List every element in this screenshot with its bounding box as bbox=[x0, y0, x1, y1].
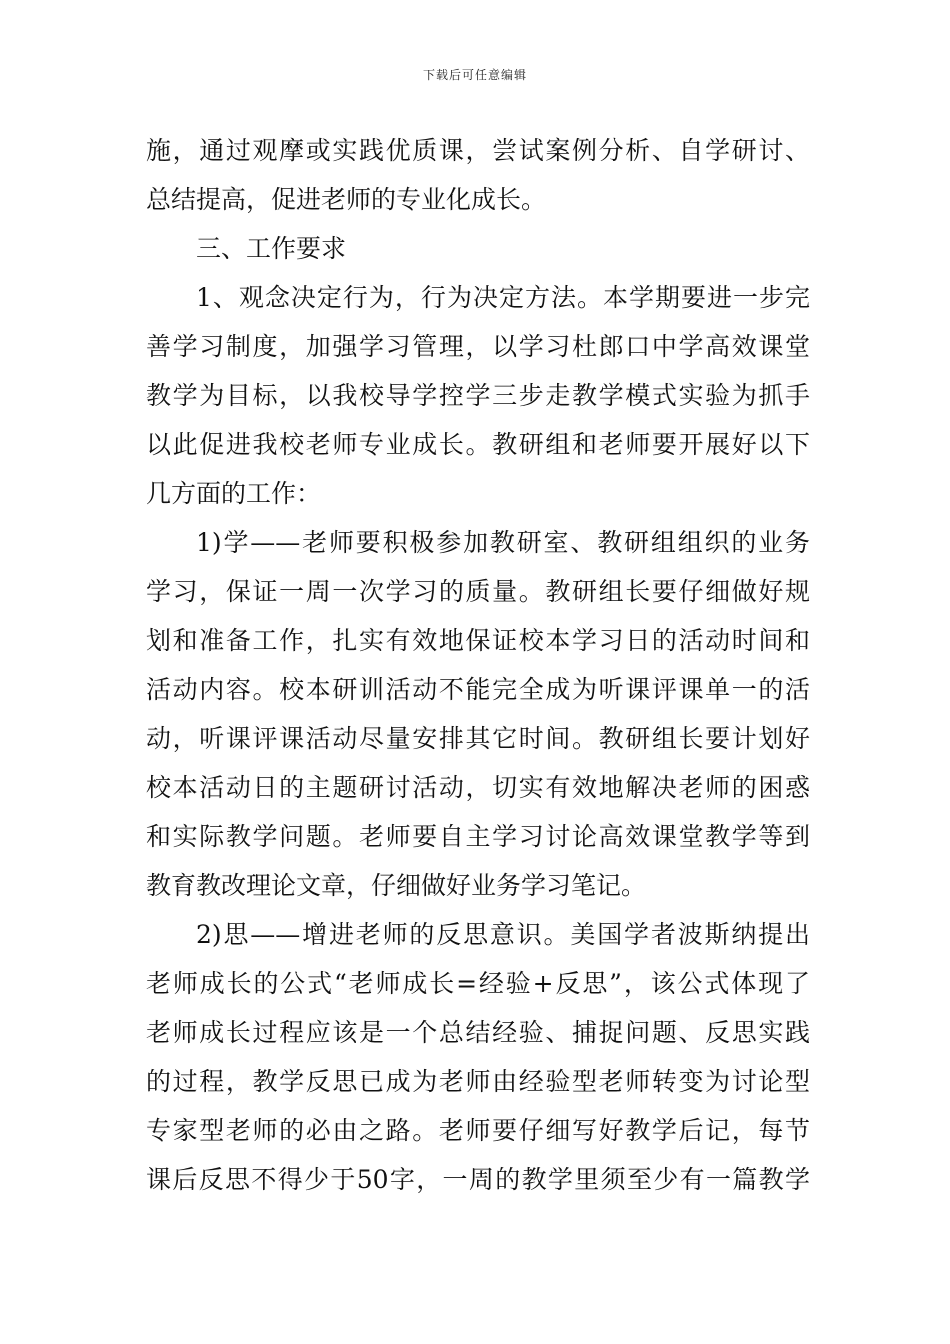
text-line: 校本活动日的主题研讨活动，切实有效地解决老师的困惑 bbox=[146, 773, 810, 802]
text-line: 活动内容。校本研训活动不能完全成为听课评课单一的活 bbox=[146, 675, 810, 704]
document-body bbox=[146, 126, 810, 1204]
text-line: 施，通过观摩或实践优质课，尝试案例分析、自学研讨、 bbox=[146, 136, 810, 165]
text-line: 1)学——老师要积极参加教研室、教研组组织的业务 bbox=[196, 528, 810, 557]
text-line: 总结提高，促进老师的专业化成长。 bbox=[146, 185, 547, 214]
text-line: 老师成长的公式“老师成长=经验+反思”，该公式体现了 bbox=[146, 969, 810, 998]
text-line: 以此促进我校老师专业成长。教研组和老师要开展好以下 bbox=[146, 430, 810, 459]
text-line: 的过程，教学反思已成为老师由经验型老师转变为讨论型 bbox=[146, 1067, 810, 1096]
text-line: 教育教改理论文章，仔细做好业务学习笔记。 bbox=[146, 871, 647, 900]
text-line: 老师成长过程应该是一个总结经验、捕捉问题、反思实践 bbox=[146, 1018, 810, 1047]
text-line: 善学习制度，加强学习管理，以学习杜郎口中学高效课堂 bbox=[146, 332, 810, 361]
text-line: 2)思——增进老师的反思意识。美国学者波斯纳提出 bbox=[196, 920, 810, 949]
text-line: 动，听课评课活动尽量安排其它时间。教研组长要计划好 bbox=[146, 724, 810, 753]
section-heading: 三、工作要求 bbox=[196, 234, 347, 263]
text-line: 几方面的工作： bbox=[146, 479, 322, 508]
text-line: 学习，保证一周一次学习的质量。教研组长要仔细做好规 bbox=[146, 577, 810, 606]
text-line: 课后反思不得少于50字，一周的教学里须至少有一篇教学 bbox=[146, 1165, 810, 1194]
text-line: 教学为目标，以我校导学控学三步走教学模式实验为抓手 bbox=[146, 381, 810, 410]
text-line: 划和准备工作，扎实有效地保证校本学习日的活动时间和 bbox=[146, 626, 810, 655]
text-line: 和实际教学问题。老师要自主学习讨论高效课堂教学等到 bbox=[146, 822, 810, 851]
page-header: 下载后可任意编辑 bbox=[422, 68, 527, 82]
text-line: 1、观念决定行为，行为决定方法。本学期要进一步完 bbox=[196, 283, 810, 312]
text-line: 专家型老师的必由之路。老师要仔细写好教学后记，每节 bbox=[146, 1116, 810, 1145]
